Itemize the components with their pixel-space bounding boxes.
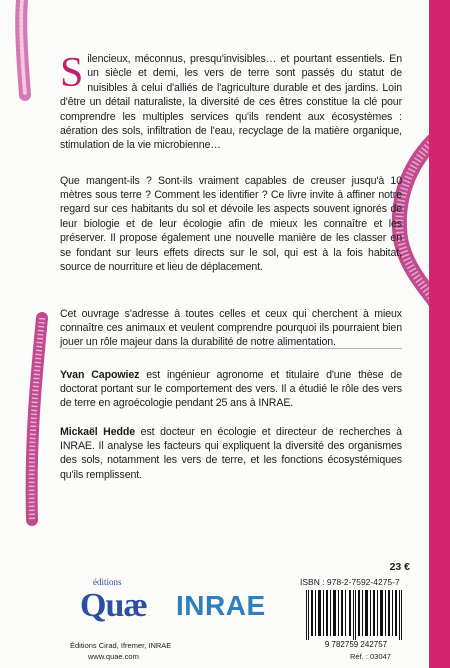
- quae-logo: Quæ: [80, 587, 147, 624]
- coeditors: Éditions Cirad, Ifremer, INRAE: [70, 641, 172, 650]
- publisher-website: www.quae.com: [88, 652, 139, 661]
- author-bio-1: [60, 368, 402, 411]
- inrae-logo: INRAE: [176, 590, 266, 621]
- author-bio-text-2: est docteur en écologie et directeur de recherches à INRAE. Il analyse les facteurs qui expliquent la diversité des organismes des sols, notamment les vers de terre, et les fonctions écosystémiques qu'ils remplissent.: [60, 425, 402, 481]
- questions-paragraph: Que mangent-ils ? Sont-ils vraiment capables de creuser jusqu'à 10 mètres sous terre ? Comment les identifier ? Ce livre invite à affiner notre regard sur ces habitants du sol et dévoile les aspects souvent ignorés de leur biologie et de leur écologie afin de mieux les connaître et les préserver. Il propose également une nouvelle manière de les classer en se fondant sur leurs effets directs sur le sol, qui est à la fois habitat, source de nourriture et lieu de déplacement.: [60, 174, 402, 274]
- spine-band: [429, 0, 450, 668]
- publisher-editions-label: éditions: [93, 577, 122, 587]
- audience-paragraph: Cet ouvrage s'adresse à toutes celles et ceux qui cherchent à mieux connaître ces animaux et veulent comprendre pourquoi ils pourraient bien jouer un rôle majeur dans la durabilité de notre alimentation.: [60, 307, 402, 349]
- barcode-number: 9 782759 242757: [324, 640, 388, 648]
- intro-paragraph: [60, 52, 402, 153]
- author-name-2: Mickaël Hedde: [60, 425, 136, 438]
- author-bio-text-1: est ingénieur agronome et titulaire d'une thèse de doctorat portant sur le comportement des vers. Il a étudié le rôle des vers de terre en agroécologie pendant 25 ans à INRAE.: [60, 368, 402, 410]
- barcode: [300, 590, 413, 648]
- drop-cap: S: [60, 50, 84, 96]
- price: 23 €: [389, 561, 410, 573]
- author-name-1: Yvan Capowiez: [60, 368, 140, 381]
- intro-text: ilencieux, méconnus, presqu'invisibles… et pourtant essentiels. En un siècle et demi, les vers de terre sont passés du statut de nuisibles à celui d'alliés de l'agriculture durable et des jardins. Loin d'être un détail naturaliste, la diversité de ces êtres constitue la clé pour comprendre les multiples services qu'ils rendent aux écosystèmes : aération des sols, infiltration de l'eau, recyclage de la matière organique, stimulation de la vie microbienne…: [60, 53, 402, 152]
- reference-number: Réf. : 03047: [350, 652, 391, 661]
- author-bio-2: [60, 425, 402, 483]
- isbn: ISBN : 978-2-7592-4275-7: [300, 577, 400, 587]
- divider: [62, 348, 402, 349]
